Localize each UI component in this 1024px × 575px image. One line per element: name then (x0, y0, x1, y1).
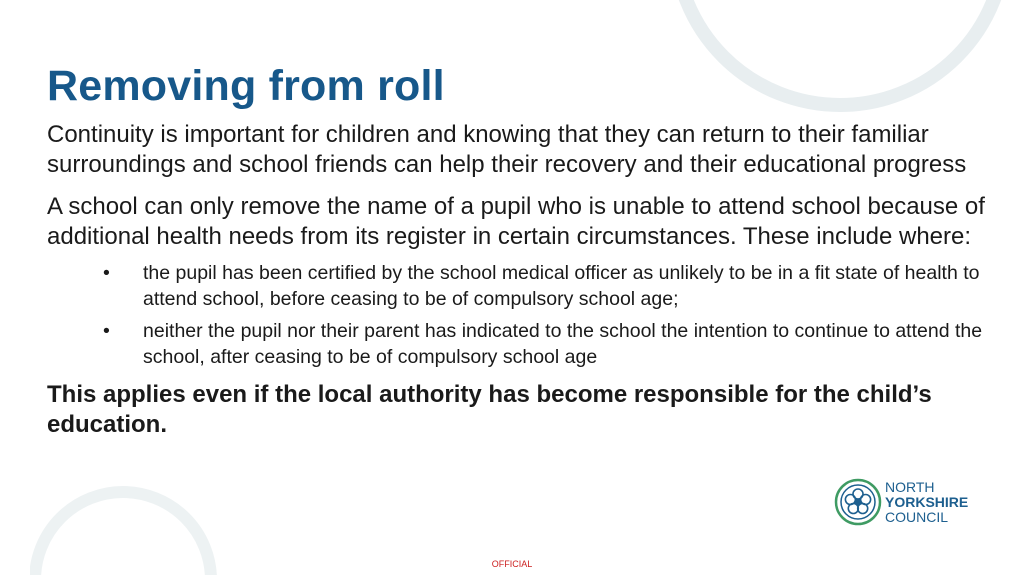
classification-label: OFFICIAL (491, 559, 533, 569)
paragraph-continuity: Continuity is important for children and knowing that they can return to their familiar surroundings and school friends can help their recovery and their educational progress (47, 121, 967, 178)
logo-line-council: COUNCIL (885, 509, 949, 525)
circumstances-list (47, 260, 1002, 370)
bullet-icon: • (103, 320, 110, 342)
list-item (103, 260, 1002, 312)
list-item-text: the pupil has been certified by the school medical officer as unlikely to be in a fit state of health to attend school, before ceasing to be of compulsory school age; (143, 262, 980, 310)
list-item-text: neither the pupil nor their parent has indicated to the school the intention to continue to attend the school, after ceasing to be of compulsory school age (143, 320, 983, 368)
logo-line-yorkshire: YORKSHIRE (885, 494, 969, 510)
yorkshire-rose-icon (834, 478, 882, 526)
logo-line-north: NORTH (885, 479, 935, 495)
list-item (103, 318, 1002, 370)
logo-wordmark (885, 480, 968, 525)
north-yorkshire-council-logo (834, 477, 984, 529)
slide-body (47, 120, 1002, 440)
paragraph-register-removal: A school can only remove the name of a pupil who is unable to attend school because of additional health needs from its register in certain circumstances. These include where: (47, 193, 985, 250)
slide-title: Removing from roll (47, 62, 445, 110)
emphasis-statement: This applies even if the local authority has become responsible for the child’s education. (47, 381, 932, 438)
bullet-icon: • (103, 262, 110, 284)
